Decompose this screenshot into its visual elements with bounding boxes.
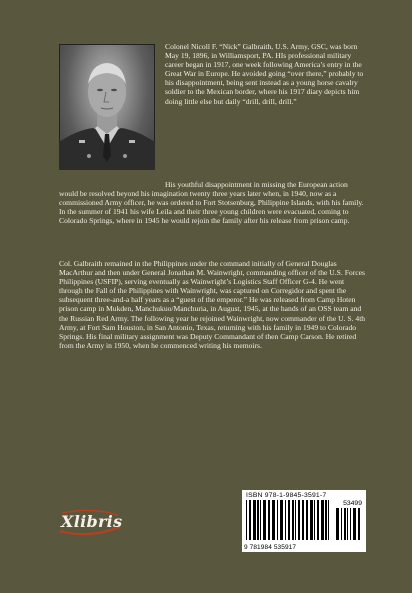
- barcode-bar: [257, 500, 259, 540]
- barcode-bar: [341, 508, 342, 540]
- barcode-bar: [336, 508, 339, 540]
- barcode-bar: [358, 508, 360, 540]
- barcode-bar: [328, 500, 329, 540]
- barcode-bar: [325, 500, 327, 540]
- portrait-illustration: [59, 44, 155, 170]
- barcode-bar: [260, 500, 261, 540]
- barcode-bar: [298, 500, 300, 540]
- barcode-bar: [268, 500, 270, 540]
- barcode-bar: [295, 500, 296, 540]
- barcode-bar: [353, 508, 356, 540]
- barcode-bar: [253, 500, 256, 540]
- barcode-bar: [317, 500, 319, 540]
- barcode-bar: [249, 500, 251, 540]
- barcode-bar: [246, 500, 247, 540]
- author-portrait-photo: [59, 44, 155, 170]
- barcode-bar: [321, 500, 324, 540]
- barcode-bar: [277, 500, 278, 540]
- price-code: 53499: [343, 500, 362, 507]
- barcode-bar: [350, 508, 351, 540]
- isbn-barcode: [242, 490, 366, 552]
- barcode-bar: [314, 500, 315, 540]
- barcode-bar: [272, 500, 275, 540]
- barcode-bar: [285, 500, 286, 540]
- bio-paragraph-2: His youthful disappointment in missing the European action would be resolved beyond his imagination twenty three years later when, in 1940, now as a commissioned Army officer, he was ordered to Fort Stotsenburg, Philippine Islands, with his family. In the summer of 1941 his wife Leila and their three young children were evacuated, coming to Colorado Springs, where in 1945 he would rejoin the family after his release from prison camp.: [59, 180, 364, 226]
- barcode-bar: [292, 500, 294, 540]
- price-barcode-bars: [336, 508, 362, 540]
- barcode-bar: [302, 500, 304, 540]
- barcode-bar: [288, 500, 290, 540]
- bio-paragraph-1: Colonel Nicoll F. “Nick” Galbraith, U.S. Army, GSC, was born May 19, 1896, in Williamsport, PA. HIs professional military career began in 1917, one week following America’s entry in the Great War in Europe. He avoided going “over there,” probably to his disappointment, being sent instead as a young horse cavalry soldier to the Mexican border, where his 1917 diary depicts him doing little else but daily “drill, drill, drill.”: [165, 42, 364, 106]
- xlibris-logo: [58, 507, 124, 537]
- barcode-bar: [263, 500, 266, 540]
- publisher-name: Xlibris: [61, 512, 123, 531]
- barcode-number: 9 781984 535917: [244, 544, 297, 551]
- barcode-bar: [310, 500, 313, 540]
- isbn-label: ISBN 978-1-9845-3591-7: [246, 492, 327, 499]
- barcode-bar: [347, 508, 348, 540]
- bio-paragraph-3: Col. Galbraith remained in the Philippines under the command initially of General Douglas MacArthur and then under General Jonathan M. Wainwright, commanding officer of the U.S. Forces Philippines (USFIP), serving eventually as Wainwright’s Logistics Staff Officer G-4. He went through the Fall of the Philippines with Wainwright, was captured on Corregidor and spent the subsequent three-and-a half years as a “guest of the emperor.” He was released from Camp Hoten prison camp in Mukden, Manchukuo/Manchuria, in August, 1945, at the hands of an OSS team and the Russian Red Army. The following year he rejoined Wainwright, now commander of the U. S. 4th Army, at Fort Sam Houston, in San Antonio, Texas, returning with his family in 1949 to Colorado Springs. His final military assignment was Deputy Commandant of then Camp Carson. He retired from the Army in 1950, when he commenced writing his memoirs.: [59, 259, 366, 350]
- barcode-bar: [344, 508, 346, 540]
- barcode-bar: [280, 500, 283, 540]
- barcode-bars: [246, 500, 332, 540]
- barcode-bar: [306, 500, 308, 540]
